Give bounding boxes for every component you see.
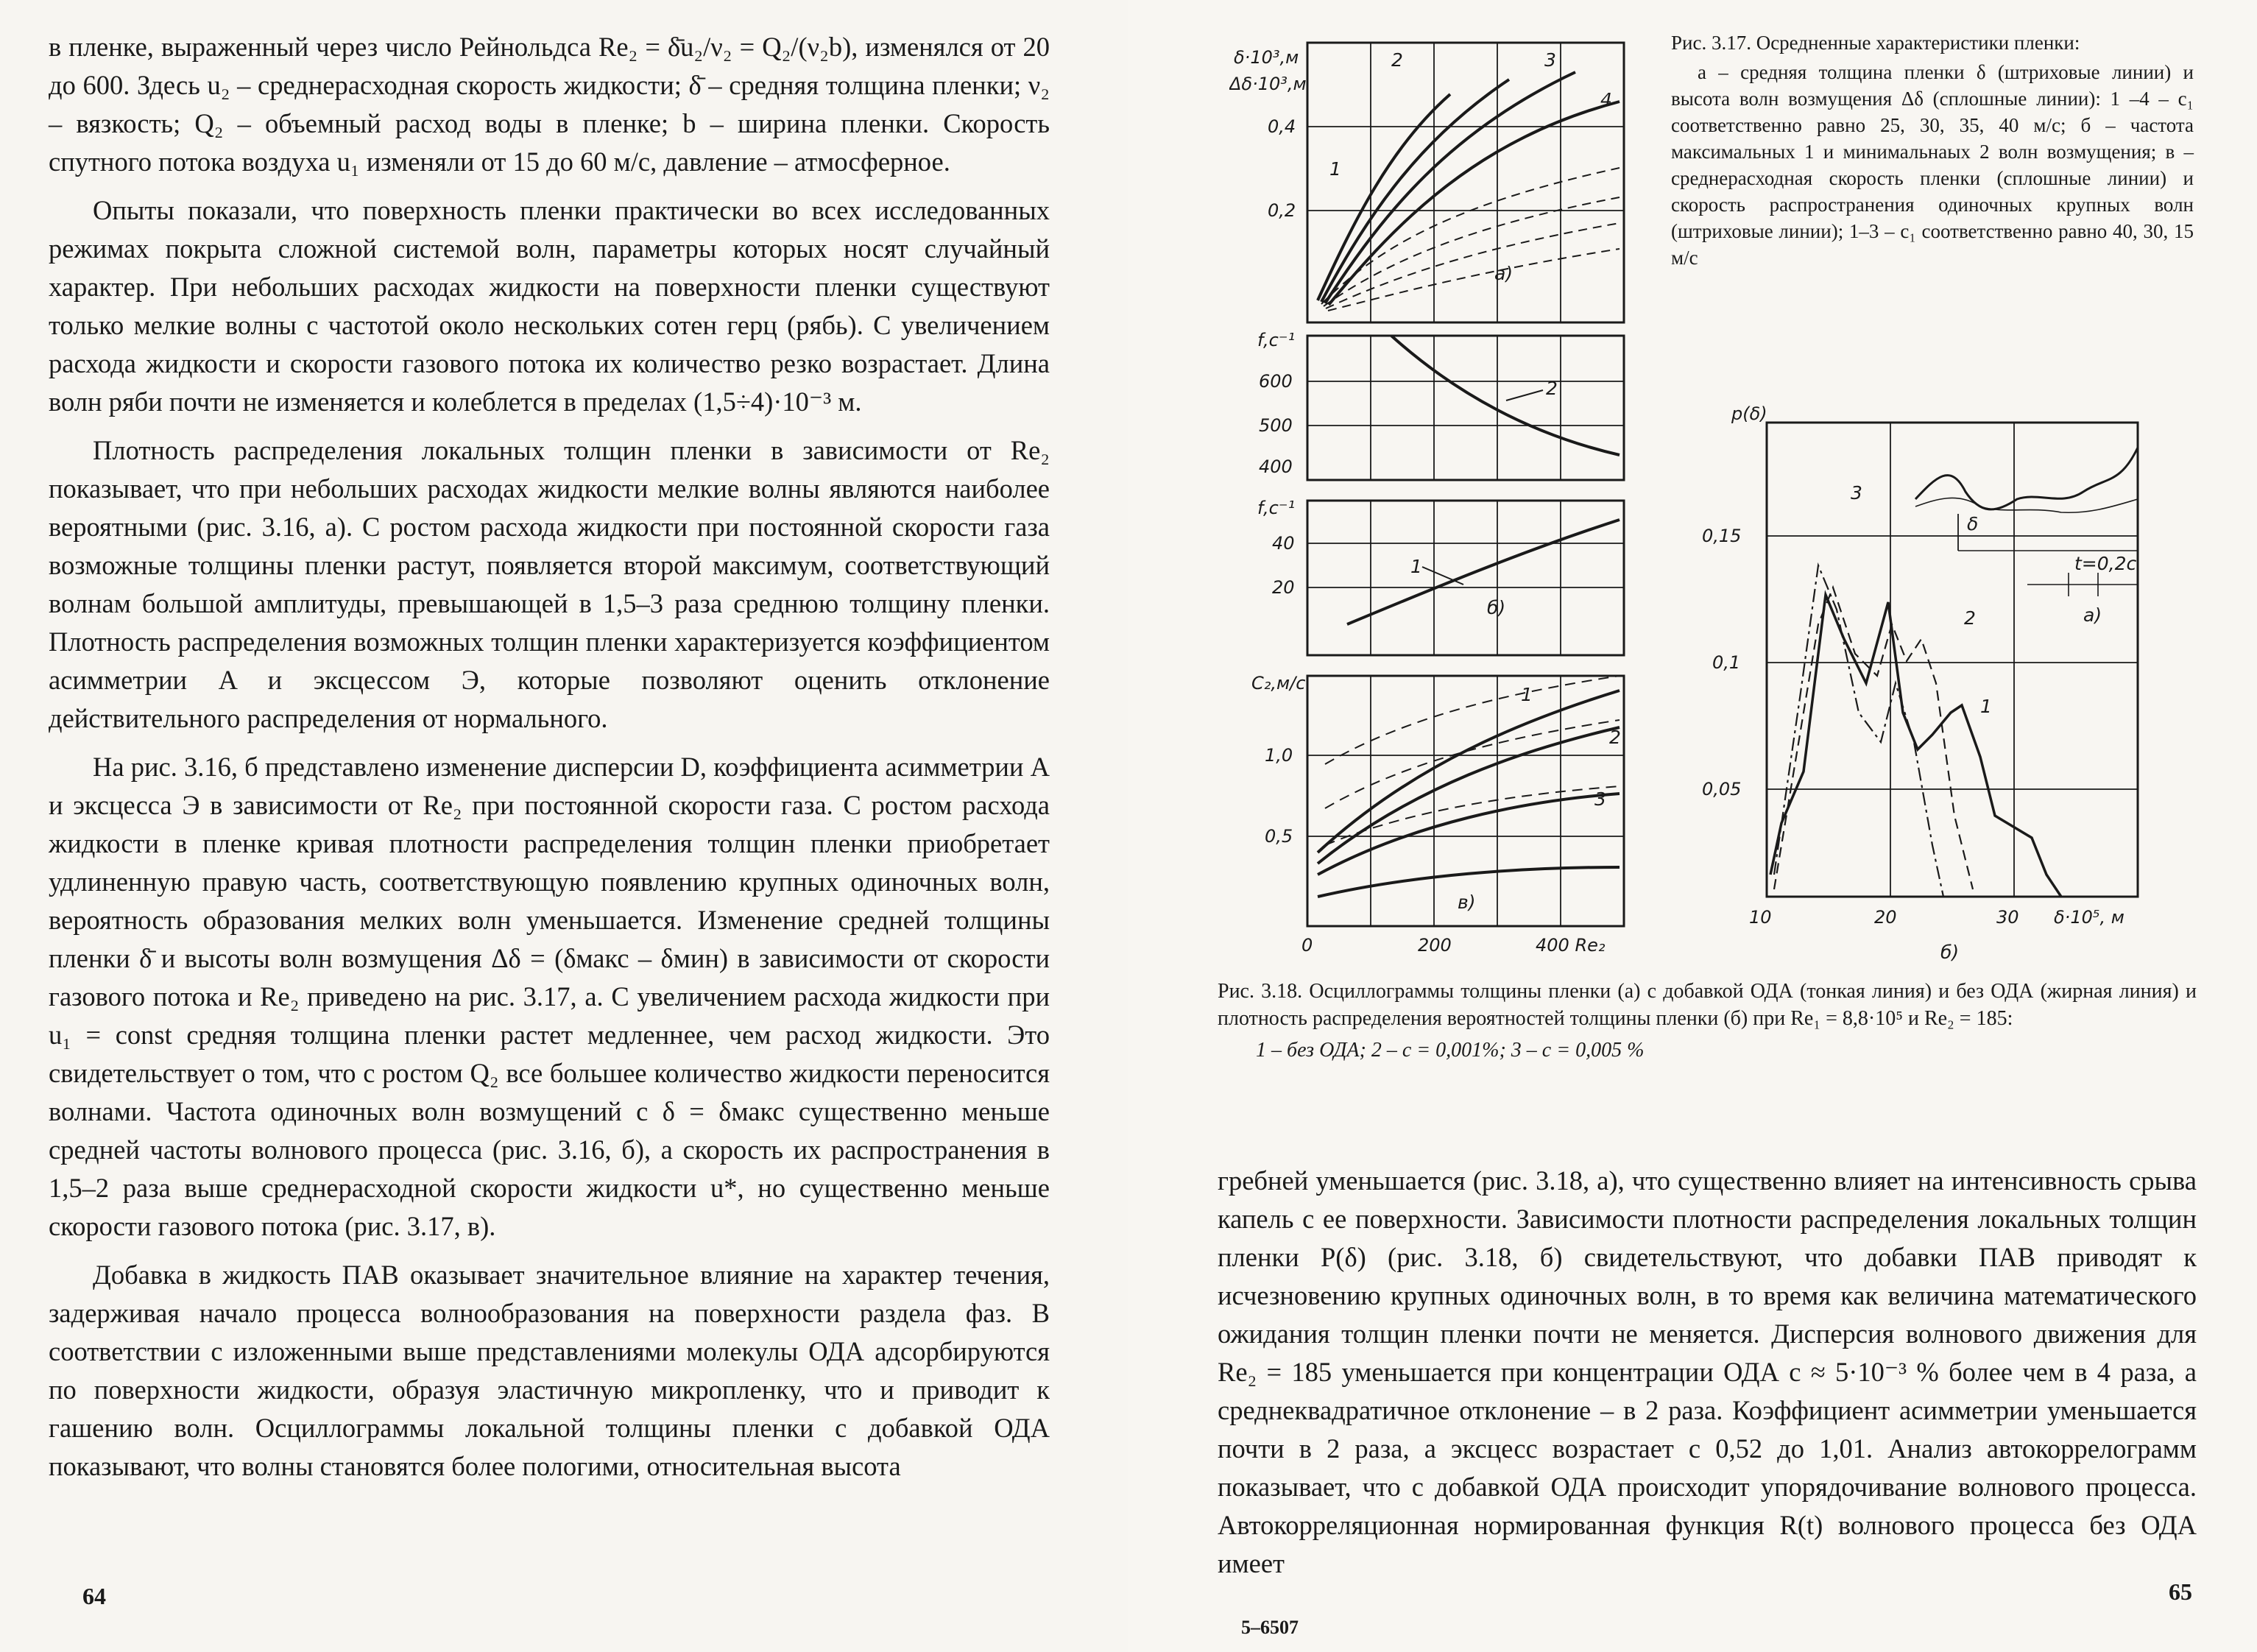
curve-max-waves — [1391, 336, 1620, 455]
paragraph: Опыты показали, что поверхность пленки практически во всех исследованных режимах покрыта сложной системой волн, параметры которых носят случайный характер. При небольших расходах жидкости на поверхности пленки существуют только мелкие волны с частотой около нескольких сотен герц (рябь). С увеличением расхода жидкости и скорости газового потока их количество резко возрастает. Длина волн ряби почти не изменяется и колеблется в пределах (1,5÷4)·10⁻³ м. — [49, 195, 1050, 417]
curve-label: 2 — [1609, 727, 1621, 748]
curve-label: 2 — [1391, 49, 1403, 71]
curve-dashed — [1325, 720, 1620, 808]
y-tick: 20 — [1272, 577, 1295, 598]
x-tick: 10 — [1749, 907, 1772, 928]
panel-letter: б) — [1487, 597, 1506, 618]
figure-3-17 — [1229, 28, 1649, 963]
panel-a-solid-curves — [1318, 72, 1620, 305]
curve-1-no-oda — [1770, 595, 2061, 897]
caption-text: Рис. 3.18. Осциллограммы толщины пленки (а) с добавкой ОДА (тонкая линия) и без ОДА (жирная линия) и плотность распределения вероятностей толщины пленки (б) при Re₁ = 8,8·10⁵ и Re₂ = 185: — [1218, 980, 2197, 1030]
curve-solid — [1318, 794, 1620, 875]
page-number-right: 65 — [2169, 1578, 2192, 1605]
y-tick: 400 — [1259, 456, 1293, 477]
signature-mark: 5–6507 — [1241, 1617, 1299, 1638]
caption-body: а – средняя толщина пленки δ (штриховые линии) и высота волн возмущения Δδ (сплошные линии): 1 –4 – c₁ соответственно равно 25, 30, 35, 40 м/с; б – частота максимальных 1 и минимальнаых 2 волн возмущения; в – среднерасходная скорость пленки (сплошные линии) и скорость распространения одиночных крупных волн (штриховые линии); 1–3 – c₁ соответственно равно 40, 30, 15 м/с — [1671, 61, 2194, 269]
curve-label: 2 — [1964, 607, 1976, 629]
x-tick: 400 Re₂ — [1536, 935, 1606, 956]
panel-a — [1229, 43, 1624, 322]
panel-letter: а) — [1494, 263, 1514, 284]
panel-b-top-ylabel: f,c⁻¹ — [1257, 330, 1296, 350]
left-page — [0, 0, 1128, 1652]
panel-a-frame — [1307, 43, 1624, 322]
right-page-text — [1218, 1162, 2197, 1583]
paragraph: в пленке, выраженный через число Рейнольдса Re₂ = δ̄u₂/ν₂ = Q₂/(ν₂b), изменялся от 20 до 600. Здесь u₂ – среднерасходная скорость жидкости; δ̄ – средняя толщина пленки; ν₂ – вязкость; Q₂ – объемный расход воды в пленке; b – ширина пленки. Скорость спутного потока воздуха u₁ изменяли от 15 до 60 м/с, давление – атмосферное. — [49, 32, 1050, 177]
x-tick: 0 — [1301, 935, 1313, 956]
page-number-left: 64 — [82, 1583, 106, 1609]
inset-oscillogram — [1915, 448, 2138, 626]
paragraph: гребней уменьшается (рис. 3.18, а), что существенно влияет на интенсивность срыва капель с ее поверхности. Зависимости плотности распределения локальных толщин пленки P(δ) (рис. 3.18, б) свидетельствуют, что добавки ПАВ приводят к исчезновению крупных одиночных волн, в то время как величина математического ожидания толщин пленки почти не меняется. Дисперсия волнового движения для Re₂ = 185 уменьшается при концентрации ОДА c ≈ 5·10⁻³ % более чем в 4 раза, а среднеквадратичное отклонение – в 2 раза. Коэффициент асимметрии уменьшается почти в 2 раза, а эксцесс возрастает с 0,52 до 1,01. Анализ автокоррелограмм показывает, что с добавкой ОДА происходит упорядочивание волнового процесса. Автокорреляционная нормированная функция R(t) волнового процесса без ОДА имеет — [1218, 1165, 2197, 1578]
panel-b-top — [1257, 330, 1624, 480]
panel-letter: в) — [1458, 892, 1476, 913]
panel-c-ylabel: C₂,м/с — [1251, 673, 1306, 693]
figure-3-18 — [1671, 403, 2157, 978]
caption-title: Рис. 3.17. Осредненные характеристики пленки: — [1671, 32, 2080, 54]
y-tick: 0,1 — [1712, 652, 1741, 673]
figure-3-18-caption — [1218, 978, 2197, 1064]
y-tick: 600 — [1259, 371, 1293, 392]
curve-label: 2 — [1546, 378, 1558, 399]
curve-dashed — [1328, 249, 1620, 311]
curve-2-oda-0001 — [1774, 587, 1973, 889]
y-tick: 0,15 — [1702, 526, 1742, 546]
panel-b-top-frame — [1307, 336, 1624, 480]
inset-label-delta: δ — [1967, 513, 1979, 534]
panel-a-grid — [1307, 43, 1624, 322]
y-tick: 0,05 — [1702, 779, 1742, 799]
x-tick: δ·10⁵, м — [2054, 907, 2124, 928]
curve-dashed — [1326, 223, 1620, 308]
inset-label-time: t=0,2c — [2074, 553, 2137, 574]
curve-label: 1 — [1521, 684, 1533, 705]
left-page-text — [49, 28, 1050, 1496]
y-tick: 0,4 — [1268, 116, 1296, 137]
panel-c — [1251, 673, 1624, 956]
inset-letter: а) — [2083, 604, 2102, 626]
curve-label: 1 — [1329, 158, 1341, 180]
paragraph: Плотность распределения локальных толщин пленки в зависимости от Re₂ показывает, что при небольших расходах жидкости мелкие волны являются наиболее вероятными (рис. 3.16, а). С ростом расхода жидкости при постоянной скорости газа возможные толщины пленки растут, появляется второй максимум, соответствующий волнам большой амплитуды, превышающей в 1,5–3 раза среднюю толщину пленки. Плотность распределения возможных толщин пленки характеризуется коэффициентом асимметрии A и эксцессом Э, которые позволяют оценить отклонение действительного распределения от нормального. — [49, 435, 1050, 733]
y-tick: 0,5 — [1265, 826, 1293, 847]
curve-dashed — [1325, 676, 1620, 764]
y-tick: 0,2 — [1268, 200, 1296, 221]
x-tick: 20 — [1874, 907, 1897, 928]
curve-label: 3 — [1594, 788, 1606, 810]
paragraph: На рис. 3.16, б представлено изменение дисперсии D, коэффициента асимметрии A и эксцесса Э в зависимости от Re₂ при постоянной скорости газа. С ростом расхода жидкости в пленке кривая плотности распределения толщин пленки приобретает удлиненную правую часть, соответствующую появлению крупных одиночных волн, вероятность образования мелких волн уменьшается. Изменение средней толщины пленки δ̄ и высоты волн возмущения Δδ = (δмакс – δмин) в зависимости от скорости газового потока и Re₂ приведено на рис. 3.17, а. С увеличением расхода жидкости при u₁ = const средняя толщина пленки растет медленнее, чем расход жидкости. Это свидетельствует о том, что с ростом Q₂ все большее количество жидкости переносится волнами. Частота одиночных волн возмущений с δ = δмакс существенно меньше средней частоты волнового процесса (рис. 3.16, б), а скорость их распространения в 1,5–2 раза выше среднерасходной скорости жидкости u*, но существенно меньше скорости газового потока (рис. 3.17, в). — [49, 752, 1050, 1241]
panel-b-bottom-ylabel: f,c⁻¹ — [1257, 498, 1296, 518]
x-tick: 30 — [1996, 907, 2019, 928]
panel-a-dashed-curves — [1321, 168, 1620, 311]
paragraph: Добавка в жидкость ПАВ оказывает значительное влияние на характер течения, задерживая начало процесса волнообразования на поверхности раздела фаз. В соответствии с изложенными выше представлениями молекулы ОДА адсорбируются по поверхности жидкости, образуя эластичную микропленку, что и приводит к гашению волн. Осциллограммы локальной толщины пленки с добавкой ОДА показывают, что волны становятся более пологими, относительная высота — [49, 1260, 1050, 1481]
curve-3-oda-0005 — [1774, 565, 1943, 897]
panel-a-ylabel-2: Δδ·10³,м — [1229, 74, 1307, 94]
curve-solid — [1318, 727, 1620, 864]
curve-label: 3 — [1851, 482, 1862, 504]
curve-label: 1 — [1410, 556, 1422, 577]
panel-a-ylabel-1: δ·10³,м — [1234, 47, 1299, 68]
curve-solid — [1325, 72, 1575, 303]
panel-b-bottom-frame — [1307, 501, 1624, 655]
fig-318-ylabel: p(δ) — [1731, 403, 1767, 424]
figure-3-17-caption — [1671, 29, 2194, 271]
panel-b-bottom — [1257, 498, 1624, 655]
curve-min-waves — [1347, 520, 1620, 624]
panel-letter: б) — [1940, 942, 1960, 963]
curve-label: 4 — [1600, 89, 1612, 110]
y-tick: 40 — [1272, 533, 1295, 554]
y-tick: 500 — [1259, 415, 1293, 436]
x-tick: 200 — [1418, 935, 1452, 956]
caption-legend: 1 – без ОДА; 2 – c = 0,001%; 3 – c = 0,005 % — [1256, 1039, 1645, 1062]
curve-label: 3 — [1544, 49, 1556, 71]
curve-label: 1 — [1980, 696, 1992, 717]
curve-solid — [1318, 691, 1620, 853]
y-tick: 1,0 — [1265, 745, 1293, 766]
curve-dashed — [1321, 168, 1620, 304]
